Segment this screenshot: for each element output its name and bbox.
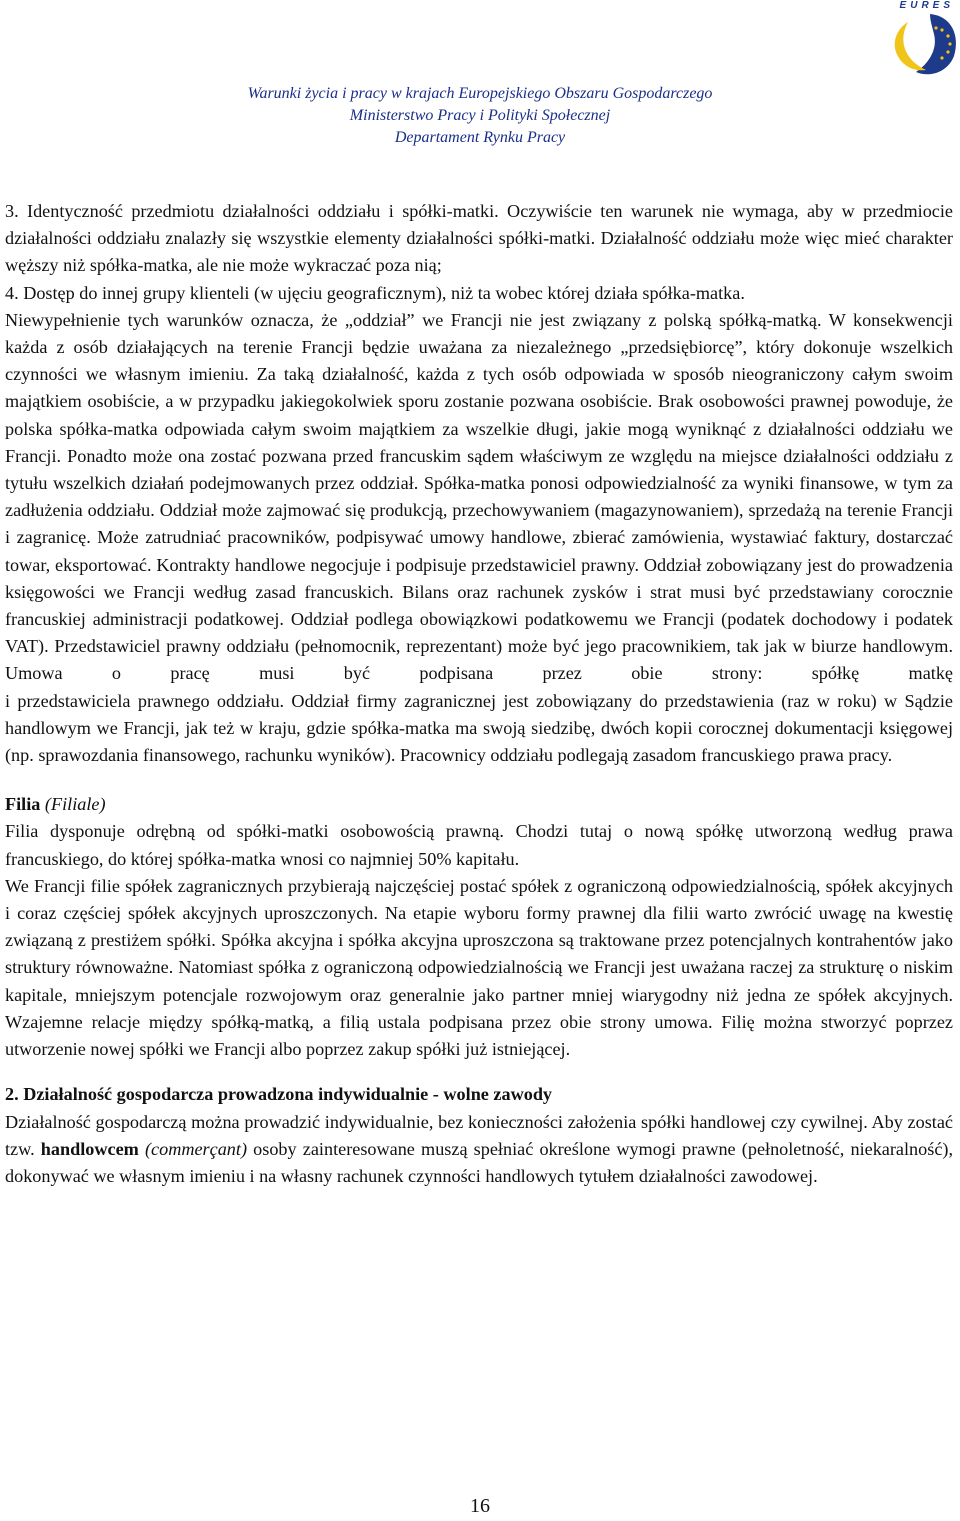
section-2-italic-term: (commerçant) <box>144 1138 247 1159</box>
filia-paragraph-1: Filia dysponuje odrębną od spółki-matki osobowością prawną. Chodzi tutaj o nową spółkę utworzoną według prawa francuskiego, do której spółka-matka wnosi co najmniej 50% kapitału. <box>5 821 953 869</box>
section-2-heading <box>5 1081 953 1108</box>
section-2-paragraph <box>5 1109 953 1191</box>
logo-text: EURES <box>899 0 954 11</box>
filia-heading <box>5 791 953 818</box>
filia-paragraph-2: We Francji filie spółek zagranicznych przybierają najczęściej postać spółek z ograniczoną odpowiedzialnością, spółek akcyjnych i coraz częściej spółek akcyjnych uproszczonych. Na etapie wyboru formy prawnej dla filii warto zwrócić uwagę na kwestię związaną z prestiżem spółki. Spółka akcyjna i spółka akcyjna uproszczona są traktowane przez potencjalnych kontrahentów jako struktury równoważne. Natomiast spółka z ograniczoną odpowiedzialnością we Francji jest uważana raczej za strukturę o niskim kapitale, mniejszym potencjale rozwojowym oraz generalnie jako partner mniej wiarygodny niż jedna ze spółek akcyjnych. Wzajemne relacje między spółką-matką, a filią ustala podpisana przez obie strony umowa. Filię można stworzyć poprzez utworzenie nowej spółki we Francji albo poprzez zakup spółki już istniejącej. <box>5 875 953 1060</box>
eures-logo <box>868 0 960 82</box>
page-header <box>0 83 960 149</box>
paragraph-representative: i przedstawiciela prawnego oddziału. Oddział firmy zagranicznej jest zobowiązany do przedstawienia (raz w roku) w Sądzie handlowym we Francji, jak też w kraju, gdzie spółka-matka ma swoją siedzibę, dwóch kopii corocznej dokumentacji księgowej (np. sprawozdania finansowego, rachunku wyników). Pracownicy oddziału podlegają zasadom francuskiego prawa pracy. <box>5 690 953 766</box>
section-2-bold-term: handlowcem <box>40 1138 139 1159</box>
section-2-text-a: Działalność gospodarczą można prowadzić indywidualnie, bez konieczności założenia spółki handlowej czy cywilnej. Aby zostać tzw. <box>5 1111 953 1159</box>
section-2-text-b: osoby zainteresowane muszą spełniać określone wymogi prawne (pełnoletność, niekaralność), dokonywać we własnym imieniu i na własny rachunek czynności handlowych tytułem działalności zawodowej. <box>5 1138 953 1186</box>
header-line-2: Ministerstwo Pracy i Polityki Społecznej <box>349 107 611 124</box>
document-body <box>5 198 953 1190</box>
paragraph-condition-4: 4. Dostęp do innej grupy klienteli (w ujęciu geograficznym), niż ta wobec której działa spółka-matka. <box>5 282 745 303</box>
filia-title: Filia <box>5 794 41 815</box>
header-line-1: Warunki życia i pracy w krajach Europejskiego Obszaru Gospodarczego <box>247 85 713 102</box>
page-number: 16 <box>470 1495 490 1517</box>
section-2-title: 2. Działalność gospodarcza prowadzona indywidualnie - wolne zawody <box>5 1084 553 1105</box>
header-line-3: Departament Rynku Pracy <box>394 129 566 146</box>
filia-title-french: (Filiale) <box>44 794 106 815</box>
paragraph-consequences: Niewypełnienie tych warunków oznacza, że „oddział” we Francji nie jest związany z polską spółką-matką. W konsekwencji każda z osób działających na terenie Francji będzie uważana za niezależnego „przedsiębiorcę”, który dokonuje wszelkich czynności we własnym imieniu. Za taką działalność, każda z tych osób odpowiada w sposób nieograniczony całym swoim majątkiem osobiście, a w przypadku jakiegokolwiek sporu zostanie pozwana osobiście. Brak osobowości prawnej powoduje, że polska spółka-matka odpowiada całym swoim majątkiem za wszelkie długi, jakie mogą wyniknąć z działalności oddziału we Francji. Ponadto może ona zostać pozwana przed francuskim sądem właściwym ze względu na miejsce działalności oddziału z tytułu wszelkich działań podejmowanych przez oddział. Spółka-matka ponosi odpowiedzialność za wyniki finansowe, w tym za zadłużenia oddziału. Oddział może zajmować się produkcją, przechowywaniem (magazynowaniem), sprzedażą na terenie Francji i zagranicę. Może zatrudniać pracowników, podpisywać umowy handlowe, zbierać zamówienia, wystawiać faktury, dostarczać towar, eksportować. Kontrakty handlowe negocjuje i podpisuje przedstawiciel prawny. Oddział zobowiązany jest do prowadzenia księgowości we Francji według zasad francuskich. Bilans oraz rachunek zysków i strat musi być przedstawiany corocznie francuskiej administracji podatkowej. Oddział podlega obowiązkowi podatkowemu we Francji (podatek dochodowy i podatek VAT). Przedstawiciel prawny oddziału (pełnomocnik, reprezentant) może być jego pracownikiem, tak jak w biurze handlowym. Umowa o pracę musi być podpisana przez obie strony: spółkę matkę <box>5 309 953 684</box>
eures-emblem-icon <box>868 0 960 82</box>
paragraph-condition-3: 3. Identyczność przedmiotu działalności oddziału i spółki-matki. Oczywiście ten warunek nie wymaga, aby w przedmiocie działalności oddziału znalazły się wszystkie elementy działalności spółki-matki. Działalność oddziału może więc mieć charakter węższy niż spółka-matka, ale nie może wykraczać poza nią; <box>5 201 953 276</box>
